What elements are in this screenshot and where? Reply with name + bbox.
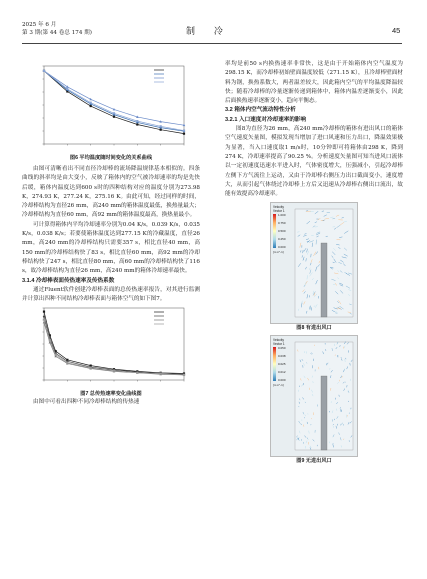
color-bar — [273, 214, 276, 248]
data-point — [90, 102, 92, 104]
legend-title: Vector 1 — [273, 342, 285, 347]
data-point — [160, 373, 162, 375]
legend-value: 0.500 — [278, 229, 286, 234]
figure-9-caption: 图9 无进出风口 — [296, 458, 332, 465]
paragraph: 率均是前50 s内换热速率非常快，这是由于开始箱体内空气温度为298.15 K，而冷却棒初始壁面温度较低（271.15 K），且冷却棒壁面材料为钢，换热系数大，两者温差较大，因此箱内空气的平均温度降温较快；随着冷却棒的冷量逐渐传递到箱体中，箱体内温差逐渐变小，因此后面换热速率逐渐变小，趋向平衡态。 — [225, 61, 403, 105]
series-line-4 — [44, 71, 184, 131]
data-point — [49, 340, 51, 342]
figure-6-caption: 图6 平均温度随时间变化的关系曲线 — [69, 155, 153, 161]
data-point — [90, 105, 92, 107]
data-point — [43, 311, 45, 313]
section-heading-3-2: 3.2 箱体内空气流动特性分析 — [225, 107, 296, 114]
data-point — [43, 319, 45, 321]
paragraph: 由图中可看出四种不同冷却棒结构的传热速 — [33, 399, 140, 406]
data-point — [43, 316, 45, 318]
color-bar — [273, 347, 276, 381]
series-line-3 — [44, 323, 184, 376]
figure-8-caption: 图8 有进出风口 — [296, 325, 332, 332]
data-point — [66, 88, 68, 90]
figure-7-caption: 图7 总传热速率变化曲线图 — [80, 391, 142, 398]
section-heading-3-1-4: 3.1.4 冷却棒表面传热速率及传热系数 — [22, 277, 115, 284]
left-column — [22, 60, 200, 408]
section-heading-3-2-1: 3.2.1 入口速度对冷却速率的影响 — [225, 116, 307, 123]
data-point — [183, 129, 185, 131]
data-point — [160, 129, 162, 131]
right-column — [225, 60, 403, 465]
legend-value: 0.000 — [278, 378, 286, 383]
figure-9-velocity-field — [270, 335, 358, 457]
legend-unit: [m s^-1] — [273, 383, 284, 388]
header-rule — [22, 43, 402, 44]
legend-value: 0.025 — [278, 362, 286, 367]
legend-title: Velocity — [273, 338, 284, 343]
figure-6-chart — [26, 62, 196, 154]
data-point — [43, 70, 45, 72]
data-point — [183, 133, 185, 135]
paragraph: 可计算得箱体内平均冷却速率分别为0.04 K/s，0.039 K/s，0.035 K/s，0.038 K/s；若要使箱体温度达到277.15 K的冷藏温度，直径26 mm，高240 mm的冷却棒结构只需要357 s，相比直径40 mm，高150 mm的冷却棒结构快了83 s，相比直径60 mm，高92 mm的冷却棒结构快了247 s，相比直径80 mm，高60 mm的冷却棒结构快了116 s，故冷却棒结构为直径26 mm，高240 mm的箱体冷却速率最快。 — [22, 221, 200, 275]
cooling-rod — [321, 376, 327, 450]
cooling-rod — [321, 243, 327, 317]
data-point — [183, 374, 185, 376]
series-line-4 — [44, 320, 184, 375]
legend-value: 0.000 — [278, 245, 286, 250]
data-point — [90, 367, 92, 369]
data-point — [136, 372, 138, 374]
legend-title: Vector 1 — [273, 209, 285, 214]
legend-unit: [m s^-1] — [273, 250, 284, 255]
page-number: 45 — [392, 26, 401, 35]
page-header — [0, 0, 427, 58]
data-point — [113, 116, 115, 118]
heat-transfer-chart — [26, 304, 196, 390]
data-point — [55, 354, 57, 356]
data-point — [160, 125, 162, 127]
data-point — [66, 362, 68, 364]
journal-title: 制 冷 — [186, 27, 231, 37]
paragraph: 通过Fluent软件创建冷却棒表面的总传热速率报告，对其进行监测并计算出四种不同结构冷却棒表面与箱体空气的如下图7。 — [22, 286, 200, 303]
paragraph: 图8为直径为26 mm，高240 mm冷却棒的箱体有进出风口的箱体空气速度矢量图，模拟发现当增加了进口风速和压力出口，降温效果极为显著，当入口速度取1 m/s时，10分钟即可将箱体由298 K，降到274 K，冷却速率提高了90.25 %。分析速度矢量图可知当进风口流体以一定初速度迅速水平进入时，气体密度增大，压强减小，引起冷却棒左侧下方气流往上运动，又由于冷却棒右侧压力出口截面变小，速度增大，从而引起气体绕过冷却棒上方后又迅速从冷却棒右侧出口流出，故能有效提高冷却速率。 — [225, 126, 403, 198]
data-point — [136, 120, 138, 122]
legend-value: 0.750 — [278, 221, 286, 226]
data-point — [136, 123, 138, 125]
figure-7-chart — [26, 304, 196, 390]
series-line-1 — [44, 312, 184, 374]
data-point — [113, 112, 115, 114]
legend-value: 0.038 — [278, 354, 286, 359]
paragraph: 由图可清晰看出不同直径冷却棒的流场降温规律基本相似的。四条曲线的斜率均是由大变小，反映了箱体内的空气被冷却速率的均是先快后缓，箱体内温度达到600 s时的四种结构对应的温度分别为273.98 K，274.93 K，277.24 K，275.16 K。由此可知，经过同样的时间，冷却棒结构为直径26 mm，高240 mm的箱体温度最低，换热量最大；冷却棒结构为直径60 mm，高92 mm的箱体温度最高，换热量最小。 — [22, 166, 200, 219]
issue-number: 第 3 期(第 44 卷总 174 期) — [22, 30, 92, 36]
temperature-chart — [26, 62, 196, 154]
legend-value: 0.250 — [278, 237, 286, 242]
legend-value: 0.050 — [278, 346, 286, 351]
legend-title: Velocity — [273, 205, 284, 210]
legend-value: 1.000 — [278, 213, 286, 218]
legend-value: 0.012 — [278, 370, 286, 375]
data-point — [113, 370, 115, 372]
series-line-2 — [44, 317, 184, 375]
issue-date: 2025 年 6 月 — [22, 22, 57, 28]
series-line-1 — [44, 71, 184, 134]
figure-8-velocity-field — [270, 202, 358, 324]
